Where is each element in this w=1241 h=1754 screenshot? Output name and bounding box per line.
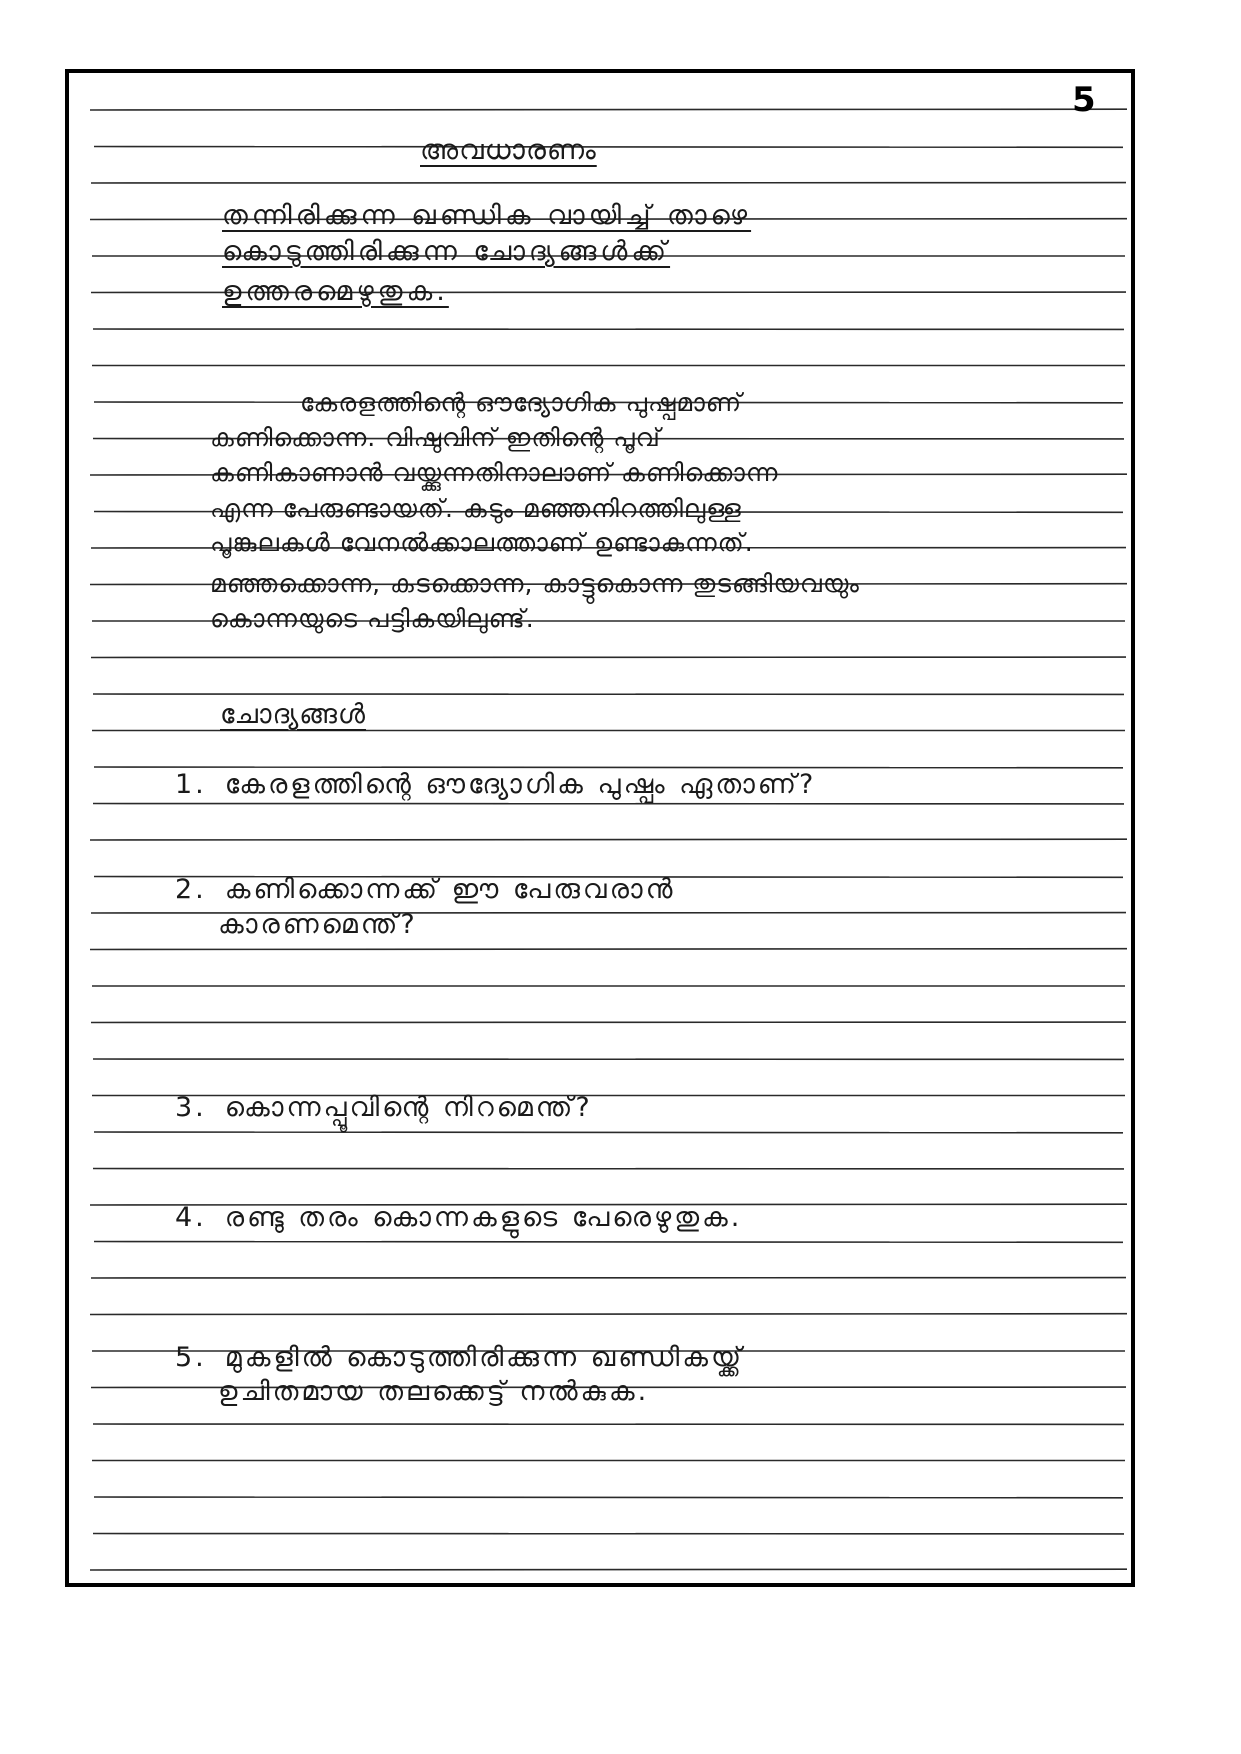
- question-1: [175, 765, 816, 805]
- ruled-line: [94, 1132, 1123, 1133]
- question-text: കൊന്നപ്പൂവിന്റെ നിറമെന്ത്?: [224, 1092, 593, 1123]
- passage-line-4: എന്ന പേരുണ്ടായത്. കടും മഞ്ഞനിറത്തിലുള്ള: [210, 494, 742, 523]
- question-4: [175, 1198, 742, 1238]
- question-text: കണിക്കൊന്നക്ക് ഈ പേരുവരാൻ: [224, 874, 676, 905]
- question-number: 4.: [175, 1202, 207, 1233]
- ruled-line: [90, 1569, 1127, 1570]
- ruled-line: [90, 949, 1127, 950]
- question-2: [175, 870, 675, 910]
- ruled-line: [94, 147, 1123, 148]
- question-3: [175, 1088, 593, 1128]
- ruled-line: [90, 1314, 1127, 1315]
- question-text: മുകളിൽ കൊടുത്തിരിക്കുന്ന ഖണ്ഡികയ്ക്ക്: [224, 1342, 745, 1373]
- ruled-line: [90, 109, 1127, 110]
- instruction-line-2: കൊടുത്തിരിക്കുന്ന ചോദ്യങ്ങൾക്ക്: [222, 236, 671, 267]
- passage-line-6: മഞ്ഞക്കൊന്ന, കടക്കൊന്ന, കാട്ടുകൊന്ന തുടങ്ങിയവയും: [210, 569, 860, 598]
- ruled-line: [90, 839, 1127, 840]
- instruction-line-1: തന്നിരിക്കുന്ന ഖണ്ഡിക വായിച്ച് താഴെ: [222, 200, 752, 231]
- passage-line-2: കണിക്കൊന്ന. വിഷുവിന് ഇതിന്റെ പൂവ്: [210, 423, 661, 452]
- instruction-line-3: ഉത്തരമെഴുതുക.: [222, 276, 449, 307]
- question-number: 5.: [175, 1342, 207, 1373]
- question-text: രണ്ടു തരം കൊന്നകളുടെ പേരെഴുതുക.: [224, 1202, 743, 1233]
- ruled-line: [94, 1242, 1123, 1243]
- passage-line-5: പൂങ്കുലകൾ വേനൽക്കാലത്താണ് ഉണ്ടാകുന്നത്.: [210, 528, 754, 557]
- ruled-line: [94, 1497, 1123, 1498]
- question-5-line-2: ഉചിതമായ തലക്കെട്ട് നൽകുക.: [218, 1376, 650, 1407]
- worksheet-title: അവധാരണം: [420, 133, 597, 166]
- passage-line-7: കൊന്നയുടെ പട്ടികയിലുണ്ട്.: [210, 604, 535, 633]
- page-number: 5: [1072, 80, 1096, 120]
- question-2-line-2: കാരണമെന്ത്?: [218, 909, 418, 940]
- passage-line-3: കണികാണാൻ വയ്ക്കുന്നതിനാലാണ് കണിക്കൊന്ന: [210, 458, 779, 487]
- questions-heading: ചോദ്യങ്ങൾ: [220, 699, 366, 730]
- question-number: 3.: [175, 1092, 207, 1123]
- question-number: 1.: [175, 769, 207, 800]
- question-number: 2.: [175, 874, 207, 905]
- passage-line-1: കേരളത്തിന്റെ ഔദ്യോഗിക പുഷ്പമാണ്: [300, 388, 743, 417]
- question-text: കേരളത്തിന്റെ ഔദ്യോഗിക പുഷ്പം ഏതാണ്?: [224, 769, 817, 800]
